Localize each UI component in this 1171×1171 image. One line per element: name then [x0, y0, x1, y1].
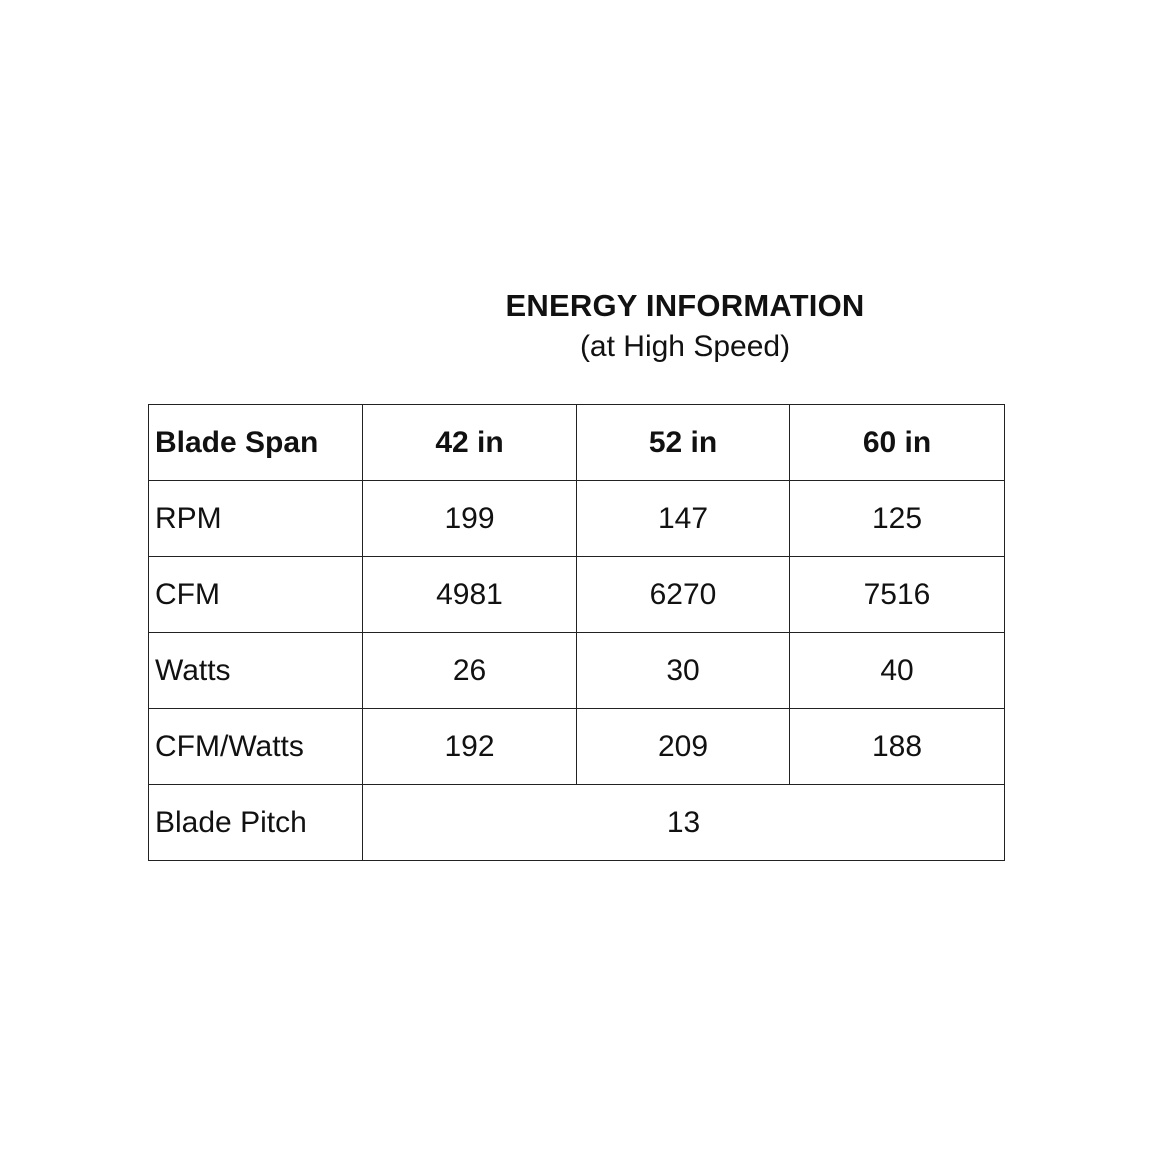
table-row-watts	[149, 633, 1005, 709]
table-row-blade-pitch	[149, 785, 1005, 861]
blade-pitch-value: 13	[363, 785, 1005, 861]
table-row-rpm	[149, 481, 1005, 557]
header-60-in: 60 in	[790, 405, 1005, 481]
table-row-cfm-watts	[149, 709, 1005, 785]
row-label-blade-pitch: Blade Pitch	[149, 785, 363, 861]
header-blade-span: Blade Span	[149, 405, 363, 481]
table-cell: 40	[790, 633, 1005, 709]
table-cell: 4981	[363, 557, 577, 633]
header-42-in: 42 in	[363, 405, 577, 481]
table-cell: 147	[577, 481, 790, 557]
table-cell: 188	[790, 709, 1005, 785]
energy-table	[148, 404, 1005, 861]
table-row-cfm	[149, 557, 1005, 633]
table-cell: 192	[363, 709, 577, 785]
table-cell: 199	[363, 481, 577, 557]
page-subtitle: (at High Speed)	[579, 330, 791, 363]
table-cell: 30	[577, 633, 790, 709]
row-label-cfm: CFM	[149, 557, 363, 633]
table-header-row	[149, 405, 1005, 481]
header-52-in: 52 in	[577, 405, 790, 481]
page-title: ENERGY INFORMATION	[505, 288, 865, 323]
table-cell: 209	[577, 709, 790, 785]
row-label-watts: Watts	[149, 633, 363, 709]
table-cell: 125	[790, 481, 1005, 557]
row-label-rpm: RPM	[149, 481, 363, 557]
row-label-cfm-watts: CFM/Watts	[149, 709, 363, 785]
table-cell: 7516	[790, 557, 1005, 633]
table-cell: 26	[363, 633, 577, 709]
table-cell: 6270	[577, 557, 790, 633]
